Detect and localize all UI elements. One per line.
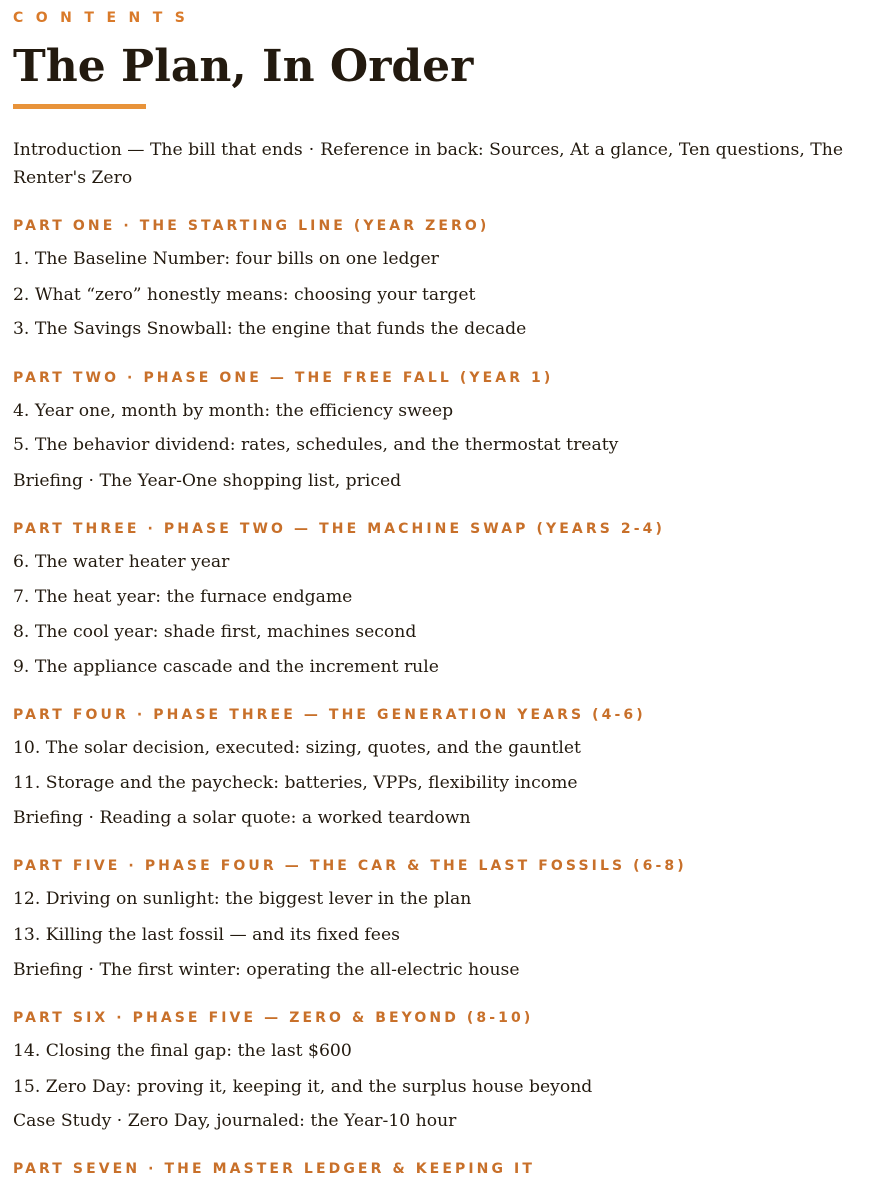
- toc-entry[interactable]: 1. The Baseline Number: four bills on one ledger: [13, 249, 439, 269]
- reference-link[interactable]: Reference in back: Sources, At a glance, Ten questions, The Renter's Zero: [13, 140, 844, 188]
- toc-briefing[interactable]: Briefing · Reading a solar quote: a worked teardown: [13, 808, 471, 828]
- contents-eyebrow: CONTENTS: [13, 10, 198, 26]
- toc-briefing[interactable]: Briefing · The first winter: operating the all-electric house: [13, 960, 520, 980]
- toc-entry[interactable]: 2. What “zero” honestly means: choosing your target: [13, 285, 476, 305]
- intro-separator: ·: [308, 140, 315, 160]
- toc-entry[interactable]: 7. The heat year: the furnace endgame: [13, 587, 353, 607]
- part-heading-six: PART SIX · PHASE FIVE — ZERO & BEYOND (8-10): [13, 1010, 534, 1026]
- title-underline: [13, 104, 146, 109]
- page-title: The Plan, In Order: [13, 41, 474, 92]
- toc-entry[interactable]: 13. Killing the last fossil — and its fixed fees: [13, 925, 400, 945]
- toc-entry[interactable]: 6. The water heater year: [13, 552, 230, 572]
- toc-entry[interactable]: 10. The solar decision, executed: sizing, quotes, and the gauntlet: [13, 738, 581, 758]
- toc-entry[interactable]: 12. Driving on sunlight: the biggest lever in the plan: [13, 889, 472, 909]
- part-heading-seven: PART SEVEN · THE MASTER LEDGER & KEEPING IT: [13, 1161, 536, 1177]
- toc-entry[interactable]: 5. The behavior dividend: rates, schedules, and the thermostat treaty: [13, 435, 619, 455]
- toc-entry[interactable]: 3. The Savings Snowball: the engine that funds the decade: [13, 319, 527, 339]
- toc-entry[interactable]: 4. Year one, month by month: the efficiency sweep: [13, 401, 454, 421]
- intro-line: [13, 136, 863, 192]
- toc-entry[interactable]: 11. Storage and the paycheck: batteries, VPPs, flexibility income: [13, 773, 578, 793]
- part-heading-four: PART FOUR · PHASE THREE — THE GENERATION YEARS (4-6): [13, 707, 646, 723]
- toc-entry[interactable]: 9. The appliance cascade and the increment rule: [13, 657, 439, 677]
- toc-entry[interactable]: 8. The cool year: shade first, machines second: [13, 622, 417, 642]
- part-heading-three: PART THREE · PHASE TWO — THE MACHINE SWAP (YEARS 2-4): [13, 521, 665, 537]
- introduction-link[interactable]: Introduction — The bill that ends: [13, 140, 303, 160]
- toc-briefing[interactable]: Briefing · The Year-One shopping list, priced: [13, 471, 402, 491]
- part-heading-one: PART ONE · THE STARTING LINE (YEAR ZERO): [13, 218, 490, 234]
- part-heading-two: PART TWO · PHASE ONE — THE FREE FALL (YEAR 1): [13, 370, 554, 386]
- toc-case-study[interactable]: Case Study · Zero Day, journaled: the Year-10 hour: [13, 1111, 457, 1131]
- part-heading-five: PART FIVE · PHASE FOUR — THE CAR & THE LAST FOSSILS (6-8): [13, 858, 687, 874]
- toc-entry[interactable]: 14. Closing the final gap: the last $600: [13, 1041, 352, 1061]
- toc-entry[interactable]: 15. Zero Day: proving it, keeping it, and the surplus house beyond: [13, 1077, 593, 1097]
